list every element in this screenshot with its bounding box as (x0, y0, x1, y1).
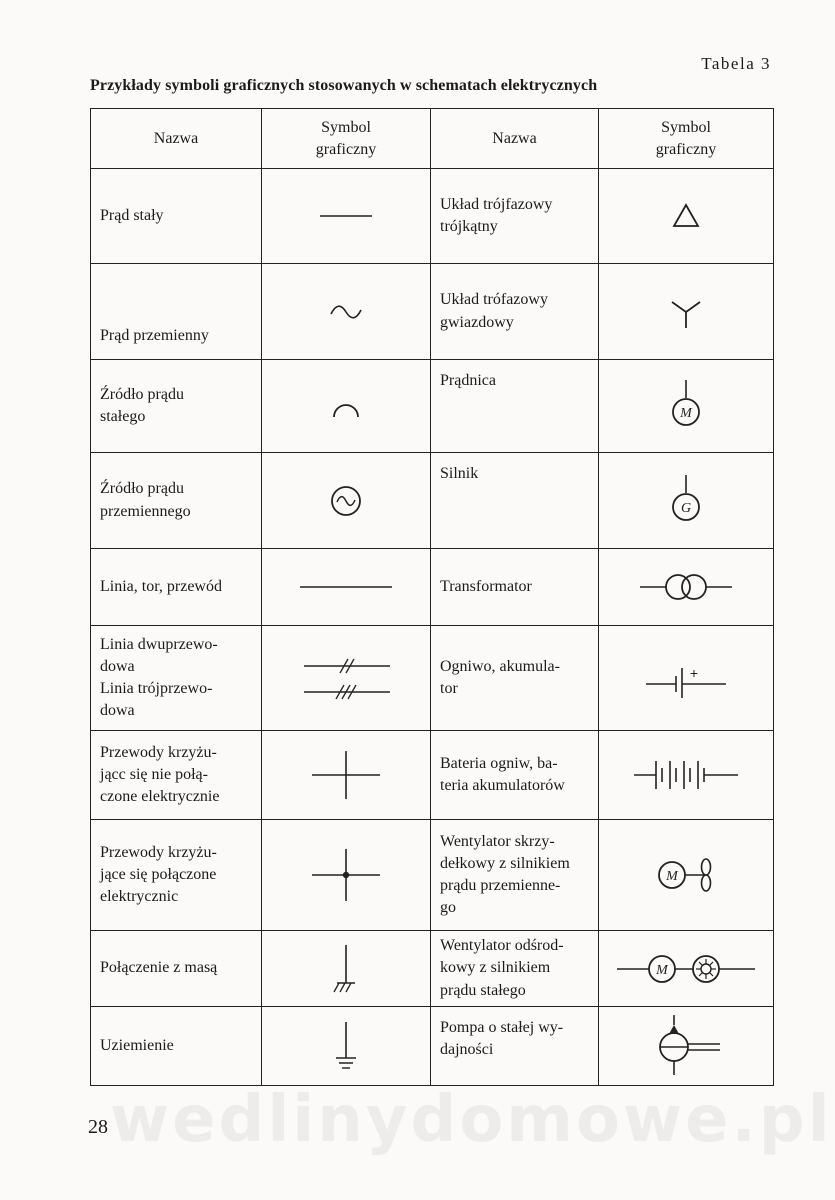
table-row (91, 626, 774, 731)
watermark: wedlinydomowe.pl (110, 1083, 833, 1157)
column-header-name-right: Nazwa (431, 109, 599, 169)
row-name-left: Prąd stały (91, 169, 262, 264)
row-name-right: Układ trófazowy gwiazdowy (431, 264, 599, 360)
page-title: Przykłady symboli graficznych stosowanych w schematach elektrycznych (90, 77, 598, 94)
table-row (91, 731, 774, 820)
table-row (91, 549, 774, 626)
row-name-left: Uziemienie (91, 1007, 262, 1086)
table-row (91, 820, 774, 931)
row-name-left: Linia, tor, przewód (91, 549, 262, 626)
table-row (91, 360, 774, 453)
pump-icon (599, 1007, 774, 1086)
motor-g-icon (599, 453, 774, 549)
row-name-right: Układ trójfazowy trójkątny (431, 169, 599, 264)
centrifugal-fan-icon (599, 931, 774, 1007)
column-header-symbol-left: Symbol graficzny (262, 109, 431, 169)
symbols-table (90, 108, 774, 1086)
row-name-right: Bateria ogniw, ba- teria akumulatorów (431, 731, 599, 820)
row-name-right: Pompa o stałej wy- dajności (431, 1007, 599, 1086)
ac-source-circle-icon (262, 453, 431, 549)
svg-text:+: + (689, 665, 699, 681)
row-name-left: Przewody krzyżu- jące się połączone elektrycznic (91, 820, 262, 931)
table-label: Tabela 3 (701, 54, 771, 73)
table-row (91, 169, 774, 264)
row-name-left: Połączenie z masą (91, 931, 262, 1007)
row-name-right: Transformator (431, 549, 599, 626)
table-row (91, 931, 774, 1007)
row-name-right: Silnik (431, 453, 599, 549)
column-header-symbol-right: Symbol graficzny (599, 109, 774, 169)
page-number: 28 (88, 1116, 108, 1138)
row-name-left: Źródło prądu przemiennego (91, 453, 262, 549)
propeller-fan-icon (599, 820, 774, 931)
generator-m-icon (599, 360, 774, 453)
table-row (91, 1007, 774, 1086)
svg-text:M: M (656, 962, 668, 978)
two-three-wire-line-icon (262, 626, 431, 731)
row-name-right: Ogniwo, akumula- tor (431, 626, 599, 731)
row-name-left: Prąd przemienny (91, 264, 262, 360)
row-name-right: Wentylator odśrod- kowy z silnikiem prądu stałego (431, 931, 599, 1007)
column-header-name-left: Nazwa (91, 109, 262, 169)
star-y-icon (599, 264, 774, 360)
svg-text:M: M (666, 869, 678, 884)
earth-ground-icon (262, 1007, 431, 1086)
row-name-right: Wentylator skrzy- dełkowy z silnikiem prądu przemienne- go (431, 820, 599, 931)
battery-bank-icon (599, 731, 774, 820)
row-name-left: Źródło prądu stałego (91, 360, 262, 453)
ac-tilde-icon (262, 264, 431, 360)
triangle-icon (599, 169, 774, 264)
line-icon (262, 549, 431, 626)
svg-text:M: M (680, 406, 692, 421)
crossing-connected-icon (262, 820, 431, 931)
dc-line-icon (262, 169, 431, 264)
row-name-left: Przewody krzyżu- jącc się nie połą- czone elektrycznie (91, 731, 262, 820)
cell-battery-icon (599, 626, 774, 731)
chassis-ground-icon (262, 931, 431, 1007)
svg-text:G: G (680, 500, 692, 516)
table-row (91, 264, 774, 360)
dc-source-arc-icon (262, 360, 431, 453)
row-name-left: Linia dwuprzewo- dowa Linia trójprzewo- dowa (91, 626, 262, 731)
table-row (91, 453, 774, 549)
crossing-unconnected-icon (262, 731, 431, 820)
transformer-icon (599, 549, 774, 626)
table-header-row (91, 109, 774, 169)
row-name-right: Prądnica (431, 360, 599, 453)
